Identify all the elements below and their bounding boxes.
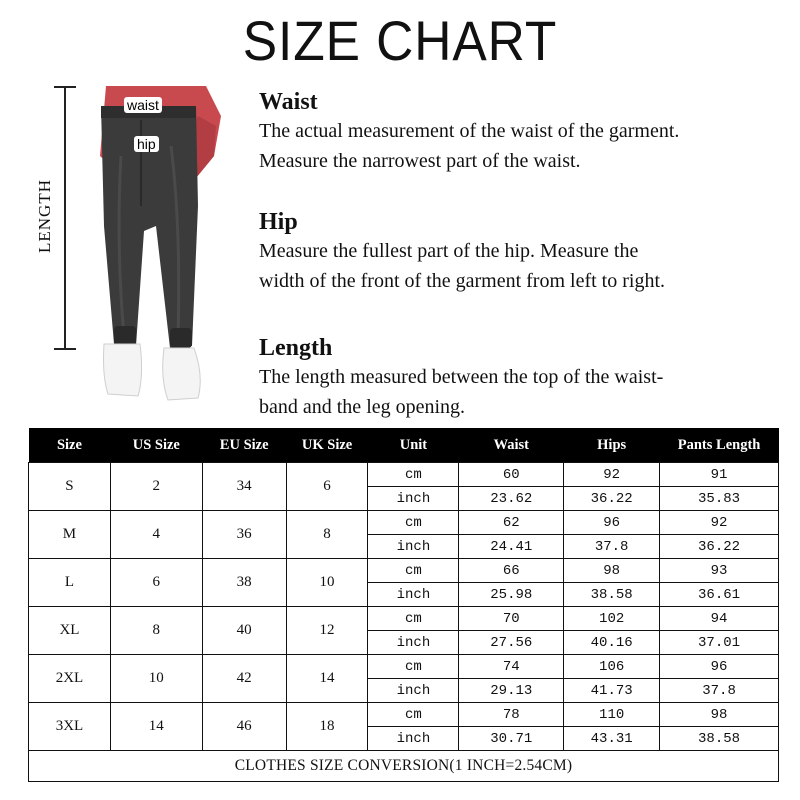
cell-length: 96 [660,655,779,679]
cell-unit: cm [368,703,459,727]
cell-size: S [29,463,111,511]
cell-length: 91 [660,463,779,487]
cell-uk: 18 [286,703,368,751]
length-marker-bottom [54,348,76,350]
cell-hips: 37.8 [564,535,660,559]
cell-hips: 43.31 [564,727,660,751]
cell-waist: 60 [459,463,564,487]
hip-heading: Hip [259,209,298,235]
length-marker-line [64,86,66,350]
length-heading: Length [259,335,333,361]
table-row [29,607,779,631]
cell-unit: inch [368,727,459,751]
cell-unit: inch [368,535,459,559]
pants-illustration [86,86,236,416]
length-line-1: The length measured between the top of the waist- [259,366,664,388]
cell-waist: 70 [459,607,564,631]
hip-line-2: width of the front of the garment from left to right. [259,270,666,292]
cell-waist: 78 [459,703,564,727]
cell-us: 6 [110,559,202,607]
cell-waist: 62 [459,511,564,535]
cell-hips: 41.73 [564,679,660,703]
cell-size: 2XL [29,655,111,703]
length-line-2: band and the leg opening. [259,396,466,418]
garment-figure [28,86,238,416]
cell-uk: 14 [286,655,368,703]
header-eu-size: EU Size [202,428,286,463]
cell-length: 37.01 [660,631,779,655]
length-label: LENGTH [34,179,54,253]
cell-hips: 98 [564,559,660,583]
cell-hips: 110 [564,703,660,727]
cell-hips: 38.58 [564,583,660,607]
table-row [29,559,779,583]
cell-us: 8 [110,607,202,655]
cell-unit: inch [368,487,459,511]
cell-us: 2 [110,463,202,511]
cell-hips: 92 [564,463,660,487]
hip-tag: hip [134,136,159,152]
waist-line-1: The actual measurement of the waist of the garment. [259,120,680,142]
cell-unit: cm [368,559,459,583]
table-row [29,463,779,487]
cell-hips: 106 [564,655,660,679]
cell-length: 98 [660,703,779,727]
header-uk-size: UK Size [286,428,368,463]
cell-waist: 66 [459,559,564,583]
cell-waist: 24.41 [459,535,564,559]
cell-length: 93 [660,559,779,583]
cell-size: L [29,559,111,607]
cell-eu: 34 [202,463,286,511]
waist-line-2: Measure the narrowest part of the waist. [259,150,581,172]
conversion-note: CLOTHES SIZE CONVERSION(1 INCH=2.54CM) [29,751,779,782]
cell-eu: 36 [202,511,286,559]
cell-hips: 96 [564,511,660,535]
cell-waist: 27.56 [459,631,564,655]
hip-description [259,208,779,296]
header-unit: Unit [368,428,459,463]
header-pants-length: Pants Length [660,428,779,463]
cell-hips: 36.22 [564,487,660,511]
cell-size: M [29,511,111,559]
cell-uk: 12 [286,607,368,655]
cell-waist: 30.71 [459,727,564,751]
cell-eu: 42 [202,655,286,703]
cell-length: 35.83 [660,487,779,511]
cell-uk: 8 [286,511,368,559]
hip-line-1: Measure the fullest part of the hip. Measure the [259,240,639,262]
cell-uk: 10 [286,559,368,607]
cell-waist: 25.98 [459,583,564,607]
length-description [259,334,779,422]
table-row [29,703,779,727]
waist-tag: waist [124,97,162,113]
cell-unit: cm [368,511,459,535]
cell-length: 92 [660,511,779,535]
size-table [28,428,779,782]
cell-eu: 46 [202,703,286,751]
cell-us: 10 [110,655,202,703]
header-waist: Waist [459,428,564,463]
cell-size: XL [29,607,111,655]
cell-length: 36.61 [660,583,779,607]
header-us-size: US Size [110,428,202,463]
cell-waist: 23.62 [459,487,564,511]
cell-eu: 38 [202,559,286,607]
header-hips: Hips [564,428,660,463]
cell-us: 14 [110,703,202,751]
cell-waist: 29.13 [459,679,564,703]
cell-length: 94 [660,607,779,631]
waist-heading: Waist [259,89,318,115]
cell-unit: inch [368,679,459,703]
cell-length: 38.58 [660,727,779,751]
table-row [29,655,779,679]
cell-uk: 6 [286,463,368,511]
table-header-row [29,428,779,463]
page-title: SIZE CHART [242,9,558,72]
cell-unit: cm [368,607,459,631]
cell-unit: cm [368,655,459,679]
cell-unit: cm [368,463,459,487]
cell-length: 37.8 [660,679,779,703]
cell-us: 4 [110,511,202,559]
cell-unit: inch [368,631,459,655]
table-footer-row [29,751,779,782]
header-size: Size [29,428,111,463]
cell-size: 3XL [29,703,111,751]
cell-hips: 102 [564,607,660,631]
table-row [29,511,779,535]
cell-hips: 40.16 [564,631,660,655]
cell-waist: 74 [459,655,564,679]
waist-description [259,88,779,176]
cell-eu: 40 [202,607,286,655]
cell-unit: inch [368,583,459,607]
cell-length: 36.22 [660,535,779,559]
